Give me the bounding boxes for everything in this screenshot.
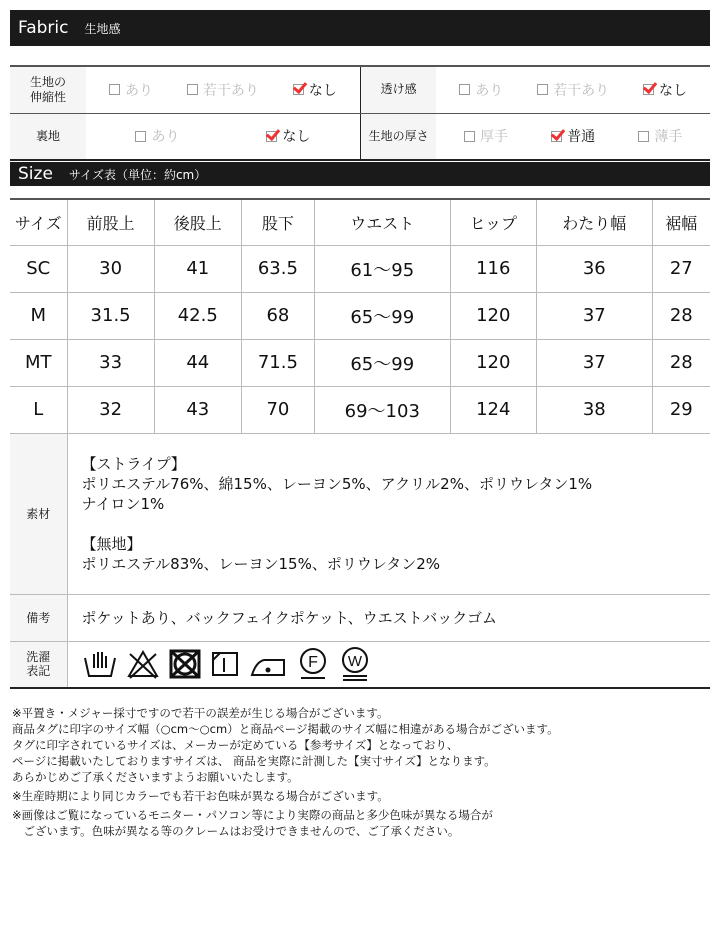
size-cell: 69～103: [314, 386, 450, 433]
note-line: ※平置き・メジャー採寸ですので若干の誤差が生じる場合がございます。: [12, 706, 389, 720]
fabric-table: [10, 65, 710, 161]
size-cell: 63.5: [241, 245, 314, 292]
material-label: 素材: [10, 433, 67, 594]
size-cell: 120: [450, 292, 536, 339]
fabric-option: [643, 80, 687, 100]
size-cell: 28: [652, 292, 710, 339]
checkbox-icon: [537, 84, 548, 95]
fabric-option: [109, 80, 153, 100]
option-label: なし: [282, 129, 311, 146]
fabric-option: [464, 126, 508, 146]
size-cell: 43: [154, 386, 241, 433]
checkbox-icon: [464, 131, 475, 142]
option-label: 厚手: [479, 129, 508, 146]
size-cell: 37: [536, 339, 652, 386]
remarks-row: [10, 594, 710, 641]
fabric-header: [10, 10, 710, 46]
column-header: 後股上: [154, 199, 241, 245]
table-row: [10, 292, 710, 339]
size-title-en: Size: [18, 164, 53, 184]
care-label: 洗濯表記: [26, 650, 51, 679]
column-header: ヒップ: [450, 199, 536, 245]
column-header: ウエスト: [314, 199, 450, 245]
remarks-text: ポケットあり、バックフェイクポケット、ウエストバックゴム: [67, 594, 710, 641]
dry-clean-f-icon: [296, 647, 330, 681]
checkbox-icon: [109, 84, 120, 95]
fabric-option: [135, 126, 179, 146]
size-cell: 28: [652, 339, 710, 386]
fabric-option: [187, 80, 259, 100]
size-cell: 31.5: [67, 292, 154, 339]
size-cell: 37: [536, 292, 652, 339]
hand-wash-icon: [82, 648, 118, 680]
note-line: ございます。色味が異なる等のクレームはお受けできませんので、ご了承ください。: [12, 824, 460, 838]
size-cell: 38: [536, 386, 652, 433]
size-cell: 41: [154, 245, 241, 292]
size-cell: 116: [450, 245, 536, 292]
checkbox-icon: [135, 131, 146, 142]
note-line: あらかじめご了承くださいますようお願いいたします。: [12, 770, 299, 784]
size-cell: 30: [67, 245, 154, 292]
option-label: あり: [151, 129, 180, 146]
size-cell: 27: [652, 245, 710, 292]
column-header: サイズ: [10, 199, 67, 245]
size-cell: 61～95: [314, 245, 450, 292]
size-title-jp: サイズ表（単位：約cm）: [68, 167, 207, 182]
fabric-options: [436, 113, 710, 160]
table-row: [10, 245, 710, 292]
size-cell: 44: [154, 339, 241, 386]
checked-checkbox-icon: [266, 131, 277, 142]
svg-text:W: W: [347, 653, 362, 671]
size-label: SC: [10, 245, 67, 292]
care-label-cell: [10, 641, 67, 688]
size-cell: 42.5: [154, 292, 241, 339]
fabric-option: [459, 80, 503, 100]
fabric-options: [436, 66, 710, 113]
column-header: 裾幅: [652, 199, 710, 245]
wet-clean-w-icon: [338, 646, 372, 682]
size-cell: 65～99: [314, 339, 450, 386]
size-label: MT: [10, 339, 67, 386]
checkbox-icon: [459, 84, 470, 95]
note-line: ※画像はご覧になっているモニター・パソコン等により実際の商品と多少色味が異なる場合が: [12, 808, 493, 822]
no-bleach-icon: [126, 648, 160, 680]
size-header-row: [10, 199, 710, 245]
option-label: 若干あり: [202, 82, 259, 99]
material-line: ポリエステル83%、レーヨン15%、ポリウレタン2%: [81, 554, 441, 573]
size-cell: 33: [67, 339, 154, 386]
note-line: 商品タグに印字のサイズ幅（○cm～○cm）と商品ページ掲載のサイズ幅に相違がある場合がございます。: [12, 722, 559, 736]
note-line: タグに印字されているサイズは、メーカーが定めている【参考サイズ】となっており、: [12, 738, 459, 752]
option-label: なし: [659, 82, 688, 99]
fabric-label-cell: [10, 66, 86, 113]
svg-text:F: F: [307, 654, 318, 672]
care-row: [10, 641, 710, 688]
fabric-label: 透け感: [360, 66, 436, 113]
fabric-option: [638, 126, 682, 146]
note-line: ※生産時期により同じカラーでも若干お色味が異なる場合がございます。: [12, 789, 389, 803]
fabric-label: 裏地: [10, 113, 86, 160]
checkbox-icon: [187, 84, 198, 95]
material-line: 【ストライプ】: [81, 454, 186, 473]
material-row: [10, 433, 710, 594]
fabric-option: [551, 126, 595, 146]
option-label: 薄手: [654, 129, 683, 146]
line-dry-shade-icon: [210, 648, 240, 680]
no-tumble-dry-icon: [168, 648, 202, 680]
checkbox-icon: [638, 131, 649, 142]
column-header: わたり幅: [536, 199, 652, 245]
checked-checkbox-icon: [293, 84, 304, 95]
iron-low-icon: [248, 648, 288, 680]
fabric-label: 生地の厚さ: [360, 113, 436, 160]
material-line: 【無地】: [81, 534, 142, 553]
size-cell: 70: [241, 386, 314, 433]
table-row: [10, 386, 710, 433]
option-label: 普通: [567, 129, 596, 146]
fabric-title-jp: 生地感: [84, 21, 121, 36]
option-label: あり: [124, 82, 153, 99]
fabric-option: [293, 80, 337, 100]
size-label: L: [10, 386, 67, 433]
size-cell: 32: [67, 386, 154, 433]
fabric-title-en: Fabric: [18, 18, 69, 38]
fabric-option: [537, 80, 609, 100]
option-label: 若干あり: [553, 82, 610, 99]
size-cell: 65～99: [314, 292, 450, 339]
notes: [12, 705, 559, 839]
column-header: 股下: [241, 199, 314, 245]
note-line: ページに掲載いたしておりますサイズは、 商品を実際に計測した【実寸サイズ】となります。: [12, 754, 496, 768]
checked-checkbox-icon: [643, 84, 654, 95]
table-row: [10, 339, 710, 386]
size-header: [10, 162, 710, 186]
size-cell: 36: [536, 245, 652, 292]
material-line: ナイロン1%: [81, 494, 165, 513]
checked-checkbox-icon: [551, 131, 562, 142]
fabric-label: 生地の伸縮性: [29, 74, 66, 104]
option-label: あり: [475, 82, 504, 99]
fabric-options: [86, 113, 360, 160]
material-line: ポリエステル76%、綿15%、レーヨン5%、アクリル2%、ポリウレタン1%: [81, 474, 593, 493]
option-label: なし: [308, 82, 337, 99]
fabric-options: [86, 66, 360, 113]
size-cell: 68: [241, 292, 314, 339]
size-label: M: [10, 292, 67, 339]
size-table: [10, 198, 710, 689]
size-cell: 71.5: [241, 339, 314, 386]
remarks-label: 備考: [10, 594, 67, 641]
size-cell: 124: [450, 386, 536, 433]
fabric-option: [266, 126, 310, 146]
size-cell: 120: [450, 339, 536, 386]
column-header: 前股上: [67, 199, 154, 245]
size-cell: 29: [652, 386, 710, 433]
